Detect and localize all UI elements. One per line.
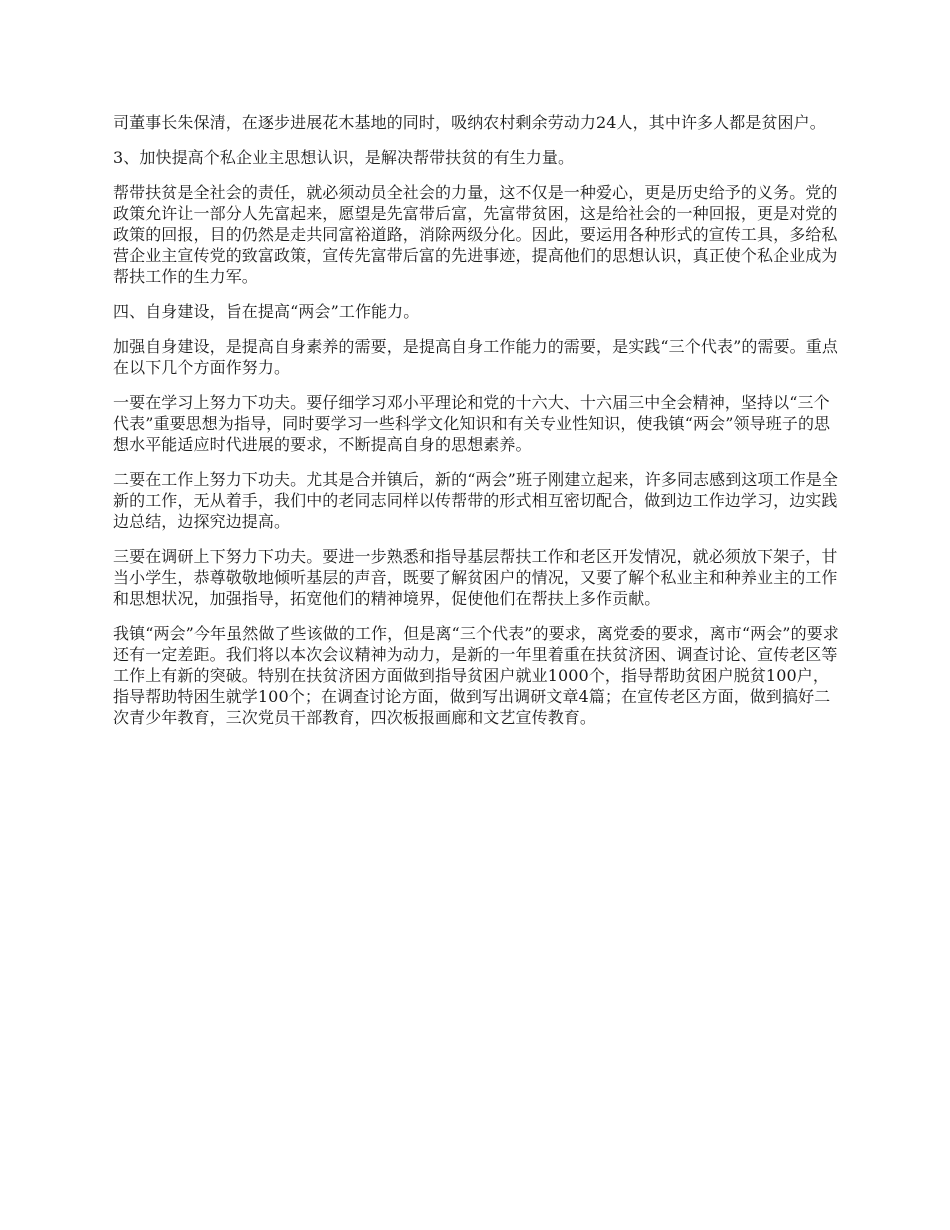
- paragraph-2: 3、加快提高个私企业主思想认识，是解决帮带扶贫的有生力量。: [113, 148, 575, 167]
- paragraph-4: 四、自身建设，旨在提高“两会”工作能力。: [113, 302, 420, 321]
- document-body: [113, 112, 839, 742]
- paragraph-3: 帮带扶贫是全社会的责任，就必须动员全社会的力量，这不仅是一种爱心，更是历史给予的义务。党的政策允许让一部分人先富起来，愿望是先富带后富，先富带贫困，这是给社会的一种回报，更是对党的政策的回报，目的仍然是走共同富裕道路，消除两级分化。因此，要运用各种形式的宣传工具，多给私营企业主宣传党的致富政策，宣传先富带后富的先进事迹，提高他们的思想认识，真正使个私企业成为帮扶工作的生力军。: [113, 183, 838, 286]
- paragraph-5: 加强自身建设，是提高自身素养的需要，是提高自身工作能力的需要，是实践“三个代表”的需要。重点在以下几个方面作努力。: [113, 337, 838, 377]
- paragraph-9: 我镇“两会”今年虽然做了些该做的工作，但是离“三个代表”的要求，离党委的要求，离市“两会”的要求还有一定差距。我们将以本次会议精神为动力，是新的一年里着重在扶贫济困、调查讨论、宣传老区等工作上有新的突破。特别在扶贫济困方面做到指导贫困户就业1000个，指导帮助贫困户脱贫100户，指导帮助特困生就学100个；在调查讨论方面，做到写出调研文章4篇；在宣传老区方面，做到搞好二次青少年教育，三次党员干部教育，四次板报画廊和文艺宣传教育。: [113, 624, 839, 727]
- paragraph-6: 一要在学习上努力下功夫。要仔细学习邓小平理论和党的十六大、十六届三中全会精神，坚持以“三个代表”重要思想为指导，同时要学习一些科学文化知识和有关专业性知识，使我镇“两会”领导班子的思想水平能适应时代进展的要求，不断提高自身的思想素养。: [113, 393, 831, 454]
- paragraph-1: 司董事长朱保清，在逐步进展花木基地的同时，吸纳农村剩余劳动力24人，其中许多人都是贫困户。: [113, 113, 826, 132]
- paragraph-7: 二要在工作上努力下功夫。尤其是合并镇后，新的“两会”班子刚建立起来，许多同志感到这项工作是全新的工作，无从着手，我们中的老同志同样以传帮带的形式相互密切配合，做到边工作边学习，边实践边总结，边探究边提高。: [113, 470, 838, 531]
- paragraph-8: 三要在调研上下努力下功夫。要进一步熟悉和指导基层帮扶工作和老区开发情况，就必须放下架子，甘当小学生，恭尊敬敬地倾听基层的声音，既要了解贫困户的情况，又要了解个私业主和种养业主的工作和思想状况，加强指导，拓宽他们的精神境界，促使他们在帮扶上多作贡献。: [113, 547, 838, 608]
